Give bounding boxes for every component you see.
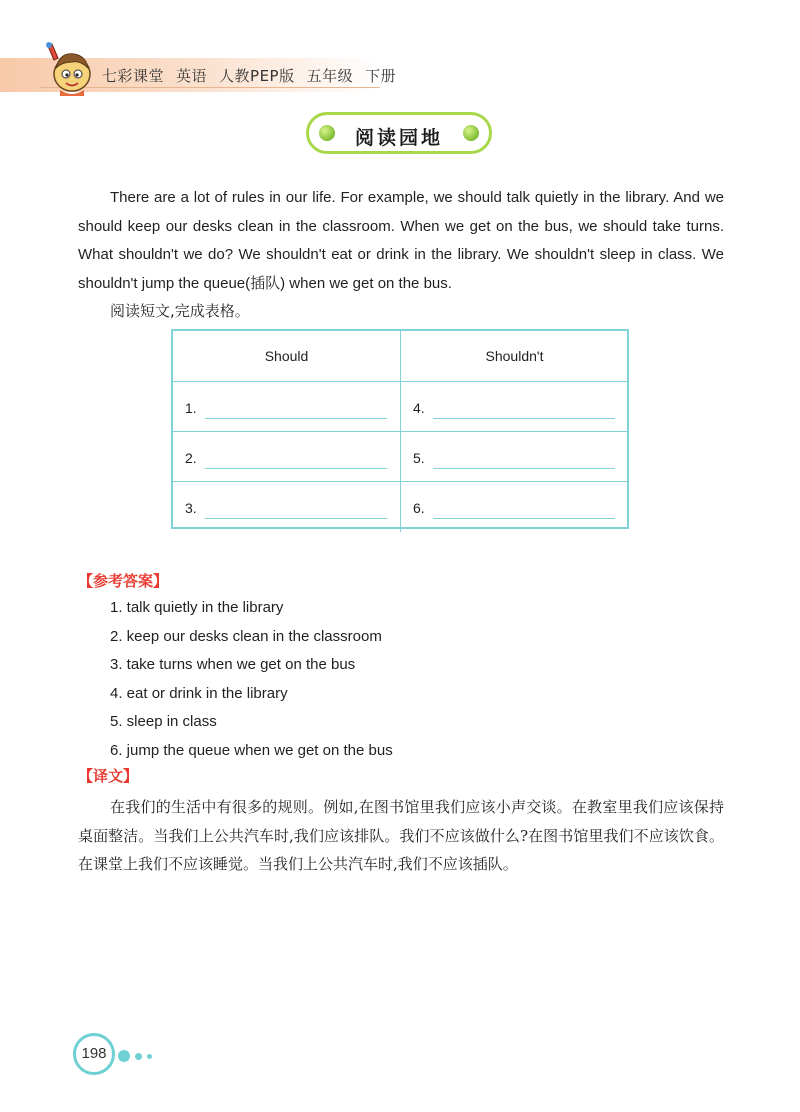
dot-icon: [118, 1050, 130, 1062]
dot-icon: [135, 1053, 142, 1060]
instruction: 阅读短文,完成表格。: [110, 302, 250, 320]
answers-list: [110, 594, 393, 766]
list-item: 6. jump the queue when we get on the bus: [110, 741, 393, 759]
list-item: 4. eat or drink in the library: [110, 684, 288, 702]
dot-icon: [147, 1054, 152, 1059]
answer-blank[interactable]: [433, 418, 615, 419]
table-row: [173, 381, 627, 432]
row-number: 6.: [413, 500, 425, 516]
list-item: 3. take turns when we get on the bus: [110, 656, 356, 674]
table-header-row: [173, 331, 627, 381]
answers-title: 【参考答案】: [78, 572, 169, 590]
section-title: 阅读园地: [354, 127, 443, 149]
column-header-should: Should: [264, 348, 309, 364]
header-edition: 人教PEP版: [219, 67, 295, 85]
list-item: 2. keep our desks clean in the classroom: [110, 627, 382, 645]
green-dot-icon: [463, 125, 479, 141]
column-header-shouldnt: Shouldn't: [400, 331, 628, 381]
header-volume: 下册: [365, 67, 397, 85]
row-number: 5.: [413, 450, 425, 466]
answer-blank[interactable]: [205, 418, 387, 419]
list-item: 5. sleep in class: [110, 713, 217, 731]
header-grade: 五年级: [306, 67, 354, 85]
row-number: 4.: [413, 400, 425, 416]
page-number: 198: [73, 1033, 115, 1075]
answer-blank[interactable]: [205, 468, 387, 469]
answer-blank[interactable]: [433, 518, 615, 519]
table-row: [173, 481, 627, 532]
reading-passage: There are a lot of rules in our life. For example, we should talk quietly in the library. And we should keep our desks clean in the classroom. When we get on the bus, we should take turns. What shouldn't we do? We shouldn't eat or drink in the library. We shouldn't sleep in class. We shouldn't jump the queue(插队) when we get on the bus.: [78, 189, 724, 292]
header-subject: 英语: [176, 67, 208, 85]
row-number: 2.: [185, 450, 197, 466]
table-row: [173, 431, 627, 482]
answer-blank[interactable]: [433, 468, 615, 469]
header-series: 七彩课堂: [102, 67, 165, 85]
row-number: 3.: [185, 500, 197, 516]
answer-blank[interactable]: [205, 518, 387, 519]
cartoon-mascot-icon: [40, 38, 102, 100]
header-title: [102, 65, 408, 86]
list-item: 1. talk quietly in the library: [110, 599, 284, 616]
answer-table: [171, 329, 629, 529]
section-title-badge: [306, 112, 492, 154]
translation-text: 在我们的生活中有很多的规则。例如,在图书馆里我们应该小声交谈。在教室里我们应该保持桌面整洁。当我们上公共汽车时,我们应该排队。我们不应该做什么?在图书馆里我们不应该饮食。在课堂上我们不应该睡觉。当我们上公共汽车时,我们不应该插队。: [78, 798, 724, 874]
translation-title: 【译文】: [78, 767, 139, 785]
row-number: 1.: [185, 400, 197, 416]
